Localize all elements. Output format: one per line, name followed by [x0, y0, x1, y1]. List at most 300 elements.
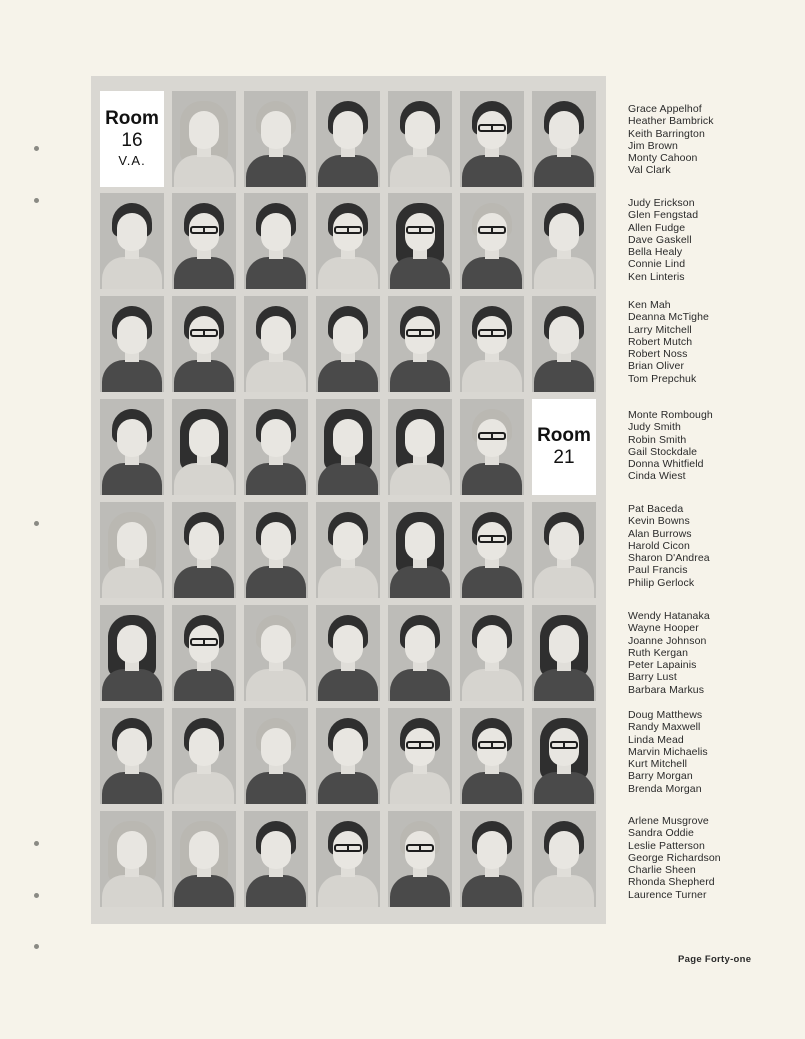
portrait-photo: [244, 811, 308, 907]
portrait-photo: [532, 708, 596, 804]
shoulders-shape: [390, 669, 450, 701]
portrait-photo: [316, 605, 380, 701]
portrait-photo: [532, 296, 596, 392]
face-shape: [549, 831, 579, 869]
portrait-photo: [532, 605, 596, 701]
shoulders-shape: [246, 360, 306, 392]
room-word: Room: [537, 425, 591, 446]
glasses-icon: [334, 844, 362, 852]
student-portrait: [244, 502, 308, 598]
face-shape: [261, 728, 291, 766]
shoulders-shape: [462, 875, 522, 907]
shoulders-shape: [462, 155, 522, 187]
portrait-photo: [100, 296, 164, 392]
shoulders-shape: [174, 772, 234, 804]
binder-hole-3: [34, 521, 39, 526]
glasses-icon: [550, 741, 578, 749]
name-list: [628, 610, 758, 696]
portrait-photo: [100, 399, 164, 495]
shoulders-shape: [318, 875, 378, 907]
portrait-photo: [172, 708, 236, 804]
shoulders-shape: [462, 360, 522, 392]
student-portrait: [100, 708, 164, 804]
student-name: Alan Burrows: [628, 527, 692, 540]
face-shape: [261, 831, 291, 869]
face-shape: [117, 316, 147, 354]
shoulders-shape: [318, 257, 378, 289]
photo-row: [100, 502, 598, 598]
student-name: Robert Mutch: [628, 335, 693, 348]
student-name: Pat Baceda: [628, 503, 684, 515]
portrait-photo: [244, 91, 308, 187]
portrait-photo: [388, 708, 452, 804]
student-name: Joanne Johnson: [628, 634, 707, 647]
shoulders-shape: [174, 155, 234, 187]
portrait-photo: [172, 399, 236, 495]
student-name: Barry Lust: [628, 671, 677, 684]
portrait-photo: [316, 296, 380, 392]
student-name: Ken Mah: [628, 299, 671, 311]
portrait-photo: [532, 811, 596, 907]
glasses-icon: [406, 226, 434, 234]
shoulders-shape: [318, 669, 378, 701]
face-shape: [333, 111, 363, 149]
glasses-icon: [478, 329, 506, 337]
shoulders-shape: [462, 772, 522, 804]
face-shape: [405, 522, 435, 560]
portrait-photo: [172, 193, 236, 289]
portrait-photo: [100, 605, 164, 701]
face-shape: [189, 111, 219, 149]
portrait-photo: [532, 193, 596, 289]
student-portrait: [100, 193, 164, 289]
shoulders-shape: [390, 875, 450, 907]
page-number: Page Forty-one: [678, 954, 752, 965]
shoulders-shape: [246, 155, 306, 187]
face-shape: [477, 831, 507, 869]
shoulders-shape: [102, 566, 162, 598]
student-portrait: [388, 811, 452, 907]
portrait-photo: [244, 193, 308, 289]
student-name: Laurence Turner: [628, 888, 707, 901]
student-name: Judy Smith: [628, 421, 681, 434]
student-portrait: [316, 91, 380, 187]
student-name: Peter Lapainis: [628, 659, 697, 672]
portrait-photo: [172, 296, 236, 392]
name-list: [628, 299, 758, 385]
student-name: Bella Healy: [628, 246, 683, 259]
binder-hole-6: [34, 944, 39, 949]
student-name: Monty Cahoon: [628, 152, 698, 165]
shoulders-shape: [318, 155, 378, 187]
shoulders-shape: [174, 669, 234, 701]
student-name: Grace Appelhof: [628, 103, 702, 115]
portrait-photo: [244, 502, 308, 598]
shoulders-shape: [534, 772, 594, 804]
portrait-photo: [316, 502, 380, 598]
binder-hole-4: [34, 841, 39, 846]
face-shape: [549, 213, 579, 251]
face-shape: [189, 419, 219, 457]
shoulders-shape: [246, 463, 306, 495]
portrait-photo: [100, 502, 164, 598]
shoulders-shape: [246, 257, 306, 289]
student-portrait: [244, 399, 308, 495]
portrait-photo: [388, 399, 452, 495]
student-name: Sharon D'Andrea: [628, 552, 710, 565]
face-shape: [333, 419, 363, 457]
student-name: Cinda Wiest: [628, 470, 686, 483]
student-name: Rhonda Shepherd: [628, 876, 715, 889]
photo-row: [100, 811, 598, 907]
name-list: [628, 409, 758, 483]
photo-row: [100, 296, 598, 392]
face-shape: [261, 213, 291, 251]
student-portrait: [388, 708, 452, 804]
shoulders-shape: [390, 566, 450, 598]
room-card: [100, 91, 164, 187]
shoulders-shape: [246, 875, 306, 907]
shoulders-shape: [534, 257, 594, 289]
face-shape: [549, 522, 579, 560]
name-list: [628, 503, 758, 589]
shoulders-shape: [246, 772, 306, 804]
face-shape: [189, 831, 219, 869]
face-shape: [117, 728, 147, 766]
student-portrait: [460, 811, 524, 907]
portrait-photo: [100, 708, 164, 804]
student-portrait: [316, 193, 380, 289]
portrait-photo: [100, 811, 164, 907]
glasses-icon: [334, 226, 362, 234]
student-name: Val Clark: [628, 164, 671, 177]
face-shape: [405, 419, 435, 457]
shoulders-shape: [462, 257, 522, 289]
student-portrait: [388, 296, 452, 392]
glasses-icon: [478, 432, 506, 440]
student-name: Jim Brown: [628, 139, 678, 152]
face-shape: [549, 111, 579, 149]
student-name: Robert Noss: [628, 348, 688, 361]
student-name: Charlie Sheen: [628, 864, 696, 877]
student-name: Gail Stockdale: [628, 445, 698, 458]
student-portrait: [316, 605, 380, 701]
student-portrait: [316, 296, 380, 392]
student-portrait: [388, 91, 452, 187]
student-name: Marvin Michaelis: [628, 745, 708, 758]
student-portrait: [460, 296, 524, 392]
face-shape: [333, 625, 363, 663]
glasses-icon: [190, 638, 218, 646]
face-shape: [117, 213, 147, 251]
portrait-photo: [388, 502, 452, 598]
student-name: Glen Fengstad: [628, 209, 699, 222]
shoulders-shape: [390, 155, 450, 187]
student-portrait: [172, 811, 236, 907]
student-name: Leslie Patterson: [628, 839, 705, 852]
student-portrait: [316, 502, 380, 598]
portrait-photo: [172, 91, 236, 187]
student-portrait: [172, 605, 236, 701]
student-name: Deanna McTighe: [628, 311, 709, 324]
shoulders-shape: [318, 566, 378, 598]
student-portrait: [460, 605, 524, 701]
face-shape: [333, 316, 363, 354]
face-shape: [117, 522, 147, 560]
student-portrait: [172, 91, 236, 187]
portrait-photo: [244, 708, 308, 804]
shoulders-shape: [102, 772, 162, 804]
portrait-photo: [316, 399, 380, 495]
student-portrait: [100, 399, 164, 495]
shoulders-shape: [102, 875, 162, 907]
student-portrait: [388, 605, 452, 701]
student-name: Connie Lind: [628, 258, 686, 271]
glasses-icon: [190, 226, 218, 234]
student-name: Barbara Markus: [628, 683, 705, 696]
student-portrait: [388, 399, 452, 495]
photo-row: [100, 91, 598, 187]
student-portrait: [100, 811, 164, 907]
student-name: Keith Barrington: [628, 127, 705, 140]
name-list: [628, 197, 758, 283]
shoulders-shape: [390, 360, 450, 392]
portrait-photo: [460, 296, 524, 392]
student-portrait: [316, 399, 380, 495]
shoulders-shape: [390, 463, 450, 495]
student-portrait: [244, 91, 308, 187]
student-name: Tom Prepchuk: [628, 372, 697, 385]
face-shape: [261, 316, 291, 354]
shoulders-shape: [102, 463, 162, 495]
photo-row: [100, 193, 598, 289]
room-label: [532, 399, 596, 495]
student-name: Donna Whitfield: [628, 458, 704, 471]
student-portrait: [244, 296, 308, 392]
portrait-photo: [532, 91, 596, 187]
student-portrait: [532, 296, 596, 392]
student-name: Larry Mitchell: [628, 323, 692, 336]
face-shape: [117, 831, 147, 869]
face-shape: [333, 728, 363, 766]
student-portrait: [316, 708, 380, 804]
student-name: Barry Morgan: [628, 770, 693, 783]
portrait-photo: [244, 399, 308, 495]
photo-block: [91, 76, 606, 924]
room-num: 16: [121, 130, 143, 151]
portrait-photo: [316, 193, 380, 289]
shoulders-shape: [462, 463, 522, 495]
portrait-photo: [460, 399, 524, 495]
student-name: Harold Cicon: [628, 539, 690, 552]
portrait-photo: [316, 91, 380, 187]
student-portrait: [172, 193, 236, 289]
portrait-photo: [388, 193, 452, 289]
portrait-photo: [172, 502, 236, 598]
shoulders-shape: [174, 875, 234, 907]
student-name: Sandra Oddie: [628, 827, 694, 840]
student-portrait: [172, 708, 236, 804]
face-shape: [189, 522, 219, 560]
shoulders-shape: [246, 566, 306, 598]
portrait-photo: [460, 91, 524, 187]
student-name: Judy Erickson: [628, 197, 695, 209]
glasses-icon: [478, 741, 506, 749]
portrait-photo: [244, 605, 308, 701]
student-portrait: [244, 811, 308, 907]
student-name: Allen Fudge: [628, 221, 686, 234]
glasses-icon: [478, 226, 506, 234]
student-name: George Richardson: [628, 851, 721, 864]
shoulders-shape: [318, 463, 378, 495]
portrait-photo: [316, 708, 380, 804]
student-name: Arlene Musgrove: [628, 815, 709, 827]
student-name: Philip Gerlock: [628, 576, 695, 589]
student-name: Wayne Hooper: [628, 622, 699, 635]
face-shape: [261, 419, 291, 457]
student-name: Dave Gaskell: [628, 233, 692, 246]
student-portrait: [532, 605, 596, 701]
face-shape: [117, 625, 147, 663]
shoulders-shape: [390, 772, 450, 804]
student-portrait: [460, 91, 524, 187]
shoulders-shape: [102, 257, 162, 289]
portrait-photo: [172, 811, 236, 907]
room-num: 21: [553, 447, 575, 468]
student-portrait: [244, 708, 308, 804]
glasses-icon: [478, 535, 506, 543]
student-portrait: [172, 502, 236, 598]
portrait-photo: [316, 811, 380, 907]
student-name: Kurt Mitchell: [628, 758, 688, 771]
portrait-photo: [388, 296, 452, 392]
portrait-photo: [460, 193, 524, 289]
face-shape: [333, 522, 363, 560]
portrait-photo: [532, 502, 596, 598]
portrait-photo: [172, 605, 236, 701]
face-shape: [405, 625, 435, 663]
binder-hole-2: [34, 198, 39, 203]
student-name: Paul Francis: [628, 564, 688, 577]
shoulders-shape: [534, 360, 594, 392]
shoulders-shape: [462, 566, 522, 598]
student-name: Brenda Morgan: [628, 782, 702, 795]
shoulders-shape: [102, 669, 162, 701]
student-name: Randy Maxwell: [628, 721, 701, 734]
student-portrait: [460, 502, 524, 598]
name-list: [628, 709, 758, 795]
binder-hole-5: [34, 893, 39, 898]
room-word: Room: [105, 108, 159, 129]
portrait-photo: [460, 811, 524, 907]
face-shape: [189, 728, 219, 766]
shoulders-shape: [318, 772, 378, 804]
room-sub: V.A.: [118, 153, 146, 168]
photo-row: [100, 399, 598, 495]
student-name: Heather Bambrick: [628, 115, 714, 128]
student-portrait: [532, 91, 596, 187]
shoulders-shape: [318, 360, 378, 392]
student-name: Wendy Hatanaka: [628, 610, 710, 622]
shoulders-shape: [390, 257, 450, 289]
student-name: Ken Linteris: [628, 270, 685, 283]
face-shape: [261, 111, 291, 149]
shoulders-shape: [534, 875, 594, 907]
shoulders-shape: [534, 669, 594, 701]
shoulders-shape: [534, 155, 594, 187]
shoulders-shape: [174, 257, 234, 289]
student-name: Kevin Bowns: [628, 515, 690, 528]
student-portrait: [244, 193, 308, 289]
portrait-photo: [460, 708, 524, 804]
portrait-photo: [388, 605, 452, 701]
shoulders-shape: [174, 566, 234, 598]
room-card: [532, 399, 596, 495]
student-portrait: [316, 811, 380, 907]
student-portrait: [244, 605, 308, 701]
shoulders-shape: [174, 360, 234, 392]
student-portrait: [460, 708, 524, 804]
photo-row: [100, 708, 598, 804]
face-shape: [477, 625, 507, 663]
name-list: [628, 103, 758, 177]
student-portrait: [532, 193, 596, 289]
shoulders-shape: [534, 566, 594, 598]
face-shape: [261, 522, 291, 560]
binder-hole-1: [34, 146, 39, 151]
glasses-icon: [406, 741, 434, 749]
student-name: Doug Matthews: [628, 709, 703, 721]
student-portrait: [100, 296, 164, 392]
student-portrait: [532, 708, 596, 804]
shoulders-shape: [174, 463, 234, 495]
student-portrait: [532, 502, 596, 598]
student-portrait: [388, 502, 452, 598]
glasses-icon: [406, 329, 434, 337]
face-shape: [261, 625, 291, 663]
student-portrait: [100, 605, 164, 701]
shoulders-shape: [102, 360, 162, 392]
face-shape: [549, 625, 579, 663]
portrait-photo: [244, 296, 308, 392]
face-shape: [405, 111, 435, 149]
portrait-photo: [388, 91, 452, 187]
portrait-photo: [388, 811, 452, 907]
glasses-icon: [406, 844, 434, 852]
photo-row: [100, 605, 598, 701]
student-name: Robin Smith: [628, 433, 687, 446]
face-shape: [117, 419, 147, 457]
student-name: Ruth Kergan: [628, 646, 689, 659]
portrait-photo: [460, 605, 524, 701]
room-label: [100, 91, 164, 187]
student-portrait: [532, 811, 596, 907]
student-name: Monte Rombough: [628, 409, 713, 421]
face-shape: [549, 316, 579, 354]
name-list: [628, 815, 758, 901]
student-portrait: [460, 193, 524, 289]
student-portrait: [460, 399, 524, 495]
shoulders-shape: [462, 669, 522, 701]
shoulders-shape: [246, 669, 306, 701]
student-portrait: [100, 502, 164, 598]
student-portrait: [388, 193, 452, 289]
student-portrait: [172, 296, 236, 392]
glasses-icon: [478, 124, 506, 132]
glasses-icon: [190, 329, 218, 337]
portrait-photo: [100, 193, 164, 289]
student-portrait: [172, 399, 236, 495]
